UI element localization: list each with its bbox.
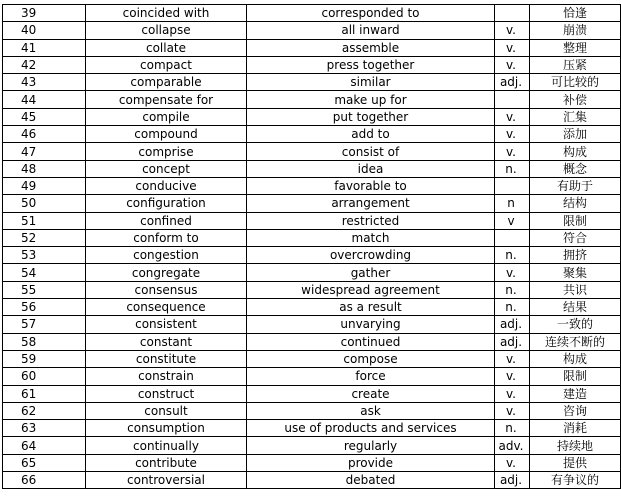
row-number: 57 (3, 316, 86, 333)
table-row (3, 333, 621, 350)
chinese-meaning-cell: 恰逢 (530, 5, 621, 22)
synonym-cell: use of products and services (247, 420, 495, 437)
word-cell: congregate (86, 264, 247, 281)
synonym-cell: force (247, 368, 495, 385)
synonym-cell: all inward (247, 22, 495, 39)
synonym-cell: unvarying (247, 316, 495, 333)
word-cell: comparable (86, 74, 247, 91)
vocabulary-table (2, 4, 621, 489)
word-cell: configuration (86, 195, 247, 212)
table-row (3, 420, 621, 437)
row-number: 45 (3, 108, 86, 125)
vocabulary-table-body (3, 5, 621, 489)
chinese-meaning-cell: 有争议的 (530, 472, 621, 489)
chinese-meaning-cell: 构成 (530, 350, 621, 367)
table-row (3, 143, 621, 160)
table-row (3, 454, 621, 471)
table-row (3, 350, 621, 367)
table-row (3, 195, 621, 212)
synonym-cell: continued (247, 333, 495, 350)
chinese-meaning-cell: 添加 (530, 126, 621, 143)
table-row (3, 229, 621, 246)
chinese-meaning-cell: 咨询 (530, 402, 621, 419)
chinese-meaning-cell: 崩溃 (530, 22, 621, 39)
synonym-cell: add to (247, 126, 495, 143)
synonym-cell: as a result (247, 299, 495, 316)
synonym-cell: arrangement (247, 195, 495, 212)
chinese-meaning-cell: 构成 (530, 143, 621, 160)
word-cell: construct (86, 385, 247, 402)
chinese-meaning-cell: 持续地 (530, 437, 621, 454)
part-of-speech-cell: adj. (495, 74, 530, 91)
row-number: 42 (3, 56, 86, 73)
row-number: 47 (3, 143, 86, 160)
part-of-speech-cell: v. (495, 385, 530, 402)
part-of-speech-cell: n. (495, 160, 530, 177)
word-cell: controversial (86, 472, 247, 489)
synonym-cell: put together (247, 108, 495, 125)
chinese-meaning-cell: 聚集 (530, 264, 621, 281)
chinese-meaning-cell: 限制 (530, 212, 621, 229)
table-row (3, 212, 621, 229)
word-cell: consequence (86, 299, 247, 316)
chinese-meaning-cell: 概念 (530, 160, 621, 177)
synonym-cell: make up for (247, 91, 495, 108)
table-row (3, 177, 621, 194)
part-of-speech-cell: n. (495, 247, 530, 264)
row-number: 44 (3, 91, 86, 108)
row-number: 54 (3, 264, 86, 281)
table-row (3, 39, 621, 56)
word-cell: contribute (86, 454, 247, 471)
part-of-speech-cell (495, 5, 530, 22)
row-number: 65 (3, 454, 86, 471)
row-number: 50 (3, 195, 86, 212)
row-number: 49 (3, 177, 86, 194)
part-of-speech-cell: v. (495, 264, 530, 281)
word-cell: confined (86, 212, 247, 229)
row-number: 39 (3, 5, 86, 22)
synonym-cell: ask (247, 402, 495, 419)
row-number: 52 (3, 229, 86, 246)
synonym-cell: similar (247, 74, 495, 91)
table-row (3, 299, 621, 316)
word-cell: collate (86, 39, 247, 56)
row-number: 51 (3, 212, 86, 229)
word-cell: conform to (86, 229, 247, 246)
table-row (3, 368, 621, 385)
part-of-speech-cell: n. (495, 281, 530, 298)
part-of-speech-cell: v. (495, 39, 530, 56)
part-of-speech-cell: v. (495, 143, 530, 160)
part-of-speech-cell: adj. (495, 333, 530, 350)
word-cell: compound (86, 126, 247, 143)
word-cell: conducive (86, 177, 247, 194)
synonym-cell: create (247, 385, 495, 402)
chinese-meaning-cell: 一致的 (530, 316, 621, 333)
table-row (3, 22, 621, 39)
synonym-cell: overcrowding (247, 247, 495, 264)
synonym-cell: widespread agreement (247, 281, 495, 298)
chinese-meaning-cell: 拥挤 (530, 247, 621, 264)
synonym-cell: favorable to (247, 177, 495, 194)
row-number: 40 (3, 22, 86, 39)
row-number: 48 (3, 160, 86, 177)
row-number: 66 (3, 472, 86, 489)
part-of-speech-cell: n. (495, 420, 530, 437)
part-of-speech-cell: adj. (495, 316, 530, 333)
chinese-meaning-cell: 压紧 (530, 56, 621, 73)
part-of-speech-cell: v. (495, 368, 530, 385)
table-row (3, 74, 621, 91)
row-number: 55 (3, 281, 86, 298)
chinese-meaning-cell: 限制 (530, 368, 621, 385)
row-number: 62 (3, 402, 86, 419)
chinese-meaning-cell: 建造 (530, 385, 621, 402)
table-row (3, 91, 621, 108)
part-of-speech-cell (495, 229, 530, 246)
row-number: 41 (3, 39, 86, 56)
table-row (3, 385, 621, 402)
table-row (3, 5, 621, 22)
word-cell: concept (86, 160, 247, 177)
word-cell: constrain (86, 368, 247, 385)
row-number: 64 (3, 437, 86, 454)
word-cell: comprise (86, 143, 247, 160)
synonym-cell: regularly (247, 437, 495, 454)
chinese-meaning-cell: 消耗 (530, 420, 621, 437)
word-cell: compensate for (86, 91, 247, 108)
table-row (3, 56, 621, 73)
word-cell: compact (86, 56, 247, 73)
word-cell: constitute (86, 350, 247, 367)
part-of-speech-cell: adv. (495, 437, 530, 454)
chinese-meaning-cell: 汇集 (530, 108, 621, 125)
chinese-meaning-cell: 有助于 (530, 177, 621, 194)
table-row (3, 126, 621, 143)
row-number: 56 (3, 299, 86, 316)
row-number: 58 (3, 333, 86, 350)
part-of-speech-cell: v. (495, 108, 530, 125)
synonym-cell: provide (247, 454, 495, 471)
chinese-meaning-cell: 整理 (530, 39, 621, 56)
part-of-speech-cell: adj. (495, 472, 530, 489)
row-number: 61 (3, 385, 86, 402)
part-of-speech-cell: v. (495, 350, 530, 367)
word-cell: continually (86, 437, 247, 454)
chinese-meaning-cell: 连续不断的 (530, 333, 621, 350)
part-of-speech-cell: v. (495, 56, 530, 73)
word-cell: consensus (86, 281, 247, 298)
synonym-cell: assemble (247, 39, 495, 56)
table-row (3, 316, 621, 333)
synonym-cell: compose (247, 350, 495, 367)
part-of-speech-cell: v. (495, 402, 530, 419)
chinese-meaning-cell: 提供 (530, 454, 621, 471)
table-row (3, 108, 621, 125)
chinese-meaning-cell: 共识 (530, 281, 621, 298)
chinese-meaning-cell: 结构 (530, 195, 621, 212)
row-number: 59 (3, 350, 86, 367)
row-number: 46 (3, 126, 86, 143)
word-cell: congestion (86, 247, 247, 264)
table-row (3, 247, 621, 264)
row-number: 63 (3, 420, 86, 437)
table-row (3, 402, 621, 419)
part-of-speech-cell: v. (495, 454, 530, 471)
part-of-speech-cell: n. (495, 299, 530, 316)
part-of-speech-cell (495, 177, 530, 194)
table-row (3, 264, 621, 281)
synonym-cell: corresponded to (247, 5, 495, 22)
word-cell: constant (86, 333, 247, 350)
word-cell: collapse (86, 22, 247, 39)
word-cell: consistent (86, 316, 247, 333)
row-number: 60 (3, 368, 86, 385)
row-number: 43 (3, 74, 86, 91)
table-row (3, 281, 621, 298)
part-of-speech-cell: v. (495, 126, 530, 143)
synonym-cell: idea (247, 160, 495, 177)
part-of-speech-cell (495, 91, 530, 108)
chinese-meaning-cell: 结果 (530, 299, 621, 316)
word-cell: coincided with (86, 5, 247, 22)
part-of-speech-cell: v (495, 212, 530, 229)
row-number: 53 (3, 247, 86, 264)
synonym-cell: press together (247, 56, 495, 73)
word-cell: consult (86, 402, 247, 419)
synonym-cell: restricted (247, 212, 495, 229)
chinese-meaning-cell: 可比较的 (530, 74, 621, 91)
table-row (3, 160, 621, 177)
part-of-speech-cell: n (495, 195, 530, 212)
synonym-cell: debated (247, 472, 495, 489)
chinese-meaning-cell: 补偿 (530, 91, 621, 108)
table-row (3, 437, 621, 454)
synonym-cell: gather (247, 264, 495, 281)
word-cell: compile (86, 108, 247, 125)
table-row (3, 472, 621, 489)
synonym-cell: match (247, 229, 495, 246)
synonym-cell: consist of (247, 143, 495, 160)
chinese-meaning-cell: 符合 (530, 229, 621, 246)
part-of-speech-cell: v. (495, 22, 530, 39)
word-cell: consumption (86, 420, 247, 437)
